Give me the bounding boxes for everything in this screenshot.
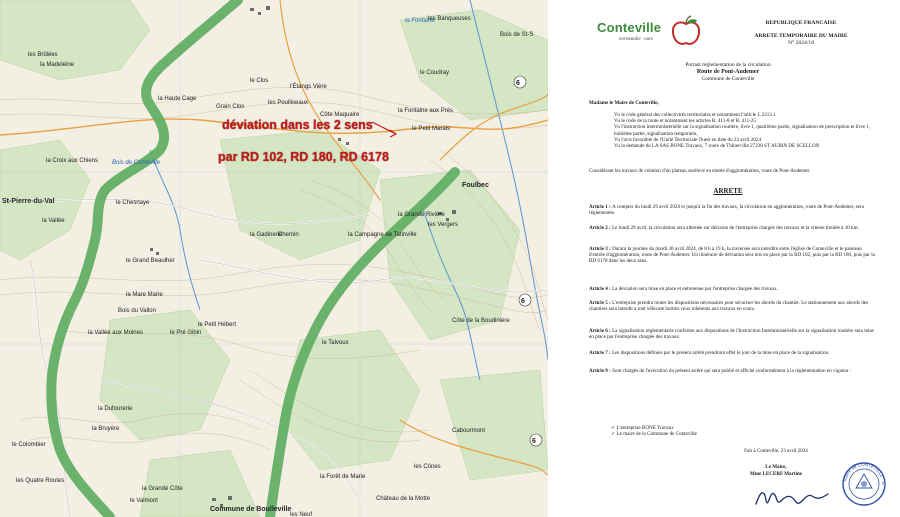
place-label: Bois du Vallon — [118, 308, 156, 314]
place-label: la Mare Marie — [126, 292, 163, 298]
decree-document[interactable] — [556, 0, 900, 517]
article-label: Article 7 : — [589, 350, 613, 356]
place-label: la Vallée aux Moines — [88, 330, 143, 336]
place-label: la Madeleine — [40, 62, 75, 68]
article-text: Le lundi 29 avril, la circulation sera alternée sur décision de l'entreprise chargée des travaux et la vitesse limitée à 10 km. — [612, 225, 859, 231]
place-label: la Campagne de Tatinville — [348, 232, 417, 238]
place-label: le Pré Gibin — [170, 330, 202, 336]
article-label: Article 6 : — [589, 328, 613, 334]
recipient-text: L'entreprise BONE Travaux — [616, 425, 674, 431]
article-2 — [589, 225, 877, 231]
place-label: les Quatre Routes — [16, 478, 65, 484]
done-at: Fait à Conteville, 23 avril 2024 — [744, 448, 808, 454]
place-label: les Vergers — [428, 222, 459, 228]
considerant-item: Vu le code de la route et notamment les articles R. 411-8 et R. 411-25 — [614, 118, 756, 125]
signatory-name: Mme LECERF Martine — [749, 471, 803, 477]
place-label: le Grand Beaulher — [126, 258, 175, 264]
place-label: la Grande Côte — [142, 486, 183, 492]
recipient-item — [601, 431, 871, 437]
decree-title: ARRETE TEMPORAIRE DU MAIRE — [754, 33, 848, 39]
considering-text: Considérant les travaux de création d'un plateau surélevé en entrée d'agglomération, route de Pont-Audemer. — [589, 168, 811, 174]
place-label: le Petit Hébert — [198, 322, 237, 328]
place-label: le Talvoux — [322, 340, 349, 346]
place-label: la Croix aux Chiens — [46, 158, 99, 164]
article-text: Les dispositions définies par le présent arrêté prendront effet le jour de la mise en place de la signalisation. — [612, 350, 830, 356]
place-label: la Dufourerie — [98, 406, 133, 412]
svg-text:6: 6 — [516, 80, 520, 87]
checkmark-icon: ✓ — [611, 431, 617, 438]
recipient-text: Le maire de la Commune de Conteville — [616, 431, 697, 438]
svg-text:6: 6 — [521, 298, 525, 305]
decree-number: N° 2024/18 — [787, 40, 814, 46]
place-label: le Petit Marais — [412, 126, 451, 132]
article-text: La déviation sera mise en place et entretenue par l'entreprise chargée des travaux. — [612, 286, 778, 292]
article-6 — [589, 328, 877, 340]
place-label: St-Pierre-du-Val — [2, 198, 55, 205]
place-label: la Grande Rivière — [398, 212, 445, 218]
article-3 — [589, 246, 877, 265]
place-label: le Colombier — [12, 442, 46, 448]
place-label: Bois de St-S — [500, 32, 534, 38]
place-label: la Bruyère — [92, 426, 120, 432]
signatory-title: Le Maire, — [765, 464, 787, 470]
place-label: la Gadinerie — [250, 232, 283, 238]
considerant-item: Vu l'instruction interministérielle sur la signalisation routière, livre 1, quatrième partie, signalisation de prescription et livre 1, huitième partie, signalisation temporaire, — [614, 124, 871, 137]
checkmark-icon: ✓ — [611, 425, 617, 431]
decree-subject — [556, 62, 900, 82]
stamp-text: Mairie de CONTEVILLE · E — [842, 461, 887, 486]
place-label: les Banqueuses — [428, 16, 471, 22]
recipients-list — [601, 425, 871, 437]
apple-logo-icon — [669, 14, 703, 48]
considerants-list — [614, 112, 880, 149]
arrete-heading: ARRETE — [713, 187, 743, 195]
svg-text:6: 6 — [532, 438, 536, 445]
place-label: Foulbec — [462, 182, 489, 189]
place-label: les Cônes — [414, 464, 441, 470]
article-1 — [589, 204, 877, 216]
place-label: la Vallée — [42, 218, 65, 224]
salutation: Madame le Maire de Conteville, — [589, 100, 659, 106]
place-label: Cabourmont — [452, 428, 486, 434]
place-label: le Coudray — [420, 70, 450, 76]
article-label: Article 4 : — [589, 286, 613, 292]
logo-subtitle: normandie · eure — [619, 37, 654, 42]
article-label: Article 5 : — [589, 300, 613, 306]
place-label: Chemin — [278, 232, 299, 238]
place-label: le Clos — [250, 78, 269, 84]
article-label: Article 1 : — [589, 204, 613, 210]
considerant-item: Vu la demande de LA SAS BONE Travaux, 7 route de Thiberville 27230 ST AUBIN DE SCELLON — [614, 143, 820, 150]
place-label: l'Étangs Vière — [290, 84, 327, 90]
subject-commune: Commune de Conteville — [701, 75, 755, 82]
place-label: Bois de Conteville — [112, 160, 161, 166]
pane-divider — [548, 0, 556, 517]
article-4 — [589, 286, 877, 292]
detour-label-line1: déviation dans les 2 sens — [222, 118, 373, 132]
place-label: la Fontaine aux Prés — [398, 108, 454, 114]
decree-header — [726, 20, 876, 47]
place-label: les Brûlées — [28, 52, 58, 58]
commune-logo — [597, 17, 699, 53]
article-5 — [589, 300, 877, 312]
article-text: La signalisation réglementaire conforme aux dispositions de l'Instruction Interministérielle sur la signalisation routière sera mise en place par l'entreprise chargée des travaux. — [589, 328, 874, 341]
place-label: la Haute Cage — [158, 96, 197, 102]
considerant-item: Vu le code général des collectivités territoriales et notamment l'article L 2213.1 — [614, 112, 776, 118]
place-label: le Chesnaye — [116, 200, 150, 206]
place-label: Grain Clos — [216, 104, 245, 110]
place-label: Château de la Motte — [376, 496, 431, 502]
official-stamp — [840, 460, 888, 508]
article-text: A compter du lundi 29 avril 2024 et jusqu'à la fin des travaux, la circulation en agglomération, route de Pont-Audemer, sera réglementée. — [589, 204, 864, 217]
place-label: les Poulliseaux — [268, 100, 309, 106]
handwritten-signature — [752, 482, 832, 512]
article-text: Durant la journée du mardi 30 avril 2024, de 8 h à 19 h, la traversée sera interdite entre l'église de Conteville et le panneau d'entrée d'agglomération, route de Pont-Audemer. Un itinéraire de déviation sera mis en place par la RD 102, puis par la RD 180, puis par la RD 6178 dans les deux sens. — [589, 246, 875, 265]
article-text: L'entreprise prendra toutes les dispositions nécessaires pour sécuriser les abords du chantier. Le stationnement aux abords des chantiers sera interdit à tout véhicule hormis ceux inhérents aux travaux en cours. — [589, 300, 869, 313]
place-label: Côte Maquaire — [320, 112, 360, 118]
place-label: Commune de Boulleville — [210, 506, 292, 513]
logo-name: Conteville — [597, 20, 662, 35]
place-label: la Fontaine — [405, 18, 435, 24]
article-label: Article 8 : — [589, 368, 613, 374]
article-8 — [589, 368, 877, 374]
place-label: Côte de la Boudinière — [452, 318, 510, 324]
article-label: Article 3 : — [589, 246, 613, 252]
subject-road: Route de Pont-Audemer — [696, 68, 760, 75]
subject-line: Portant réglementation de la circulation — [685, 62, 771, 68]
detour-label-line2: par RD 102, RD 180, RD 6178 — [218, 150, 389, 164]
article-7 — [589, 350, 877, 356]
article-text: Sont chargés de l'exécution du présent arrêté qui sera publié et affiché conformément à la réglementation en vigueur : — [612, 368, 852, 374]
place-label: les Neuf — [290, 512, 313, 517]
place-label: le Valmont — [130, 498, 158, 504]
article-label: Article 2 : — [589, 225, 613, 231]
place-label: la Forêt de Marie — [320, 474, 366, 480]
republic-label: REPUBLIQUE FRANCAISE — [765, 20, 837, 26]
considerant-item: Vu l'avis favorable de l'Unité Territoriale Ouest en date du 22 avril 2024 — [614, 136, 762, 143]
